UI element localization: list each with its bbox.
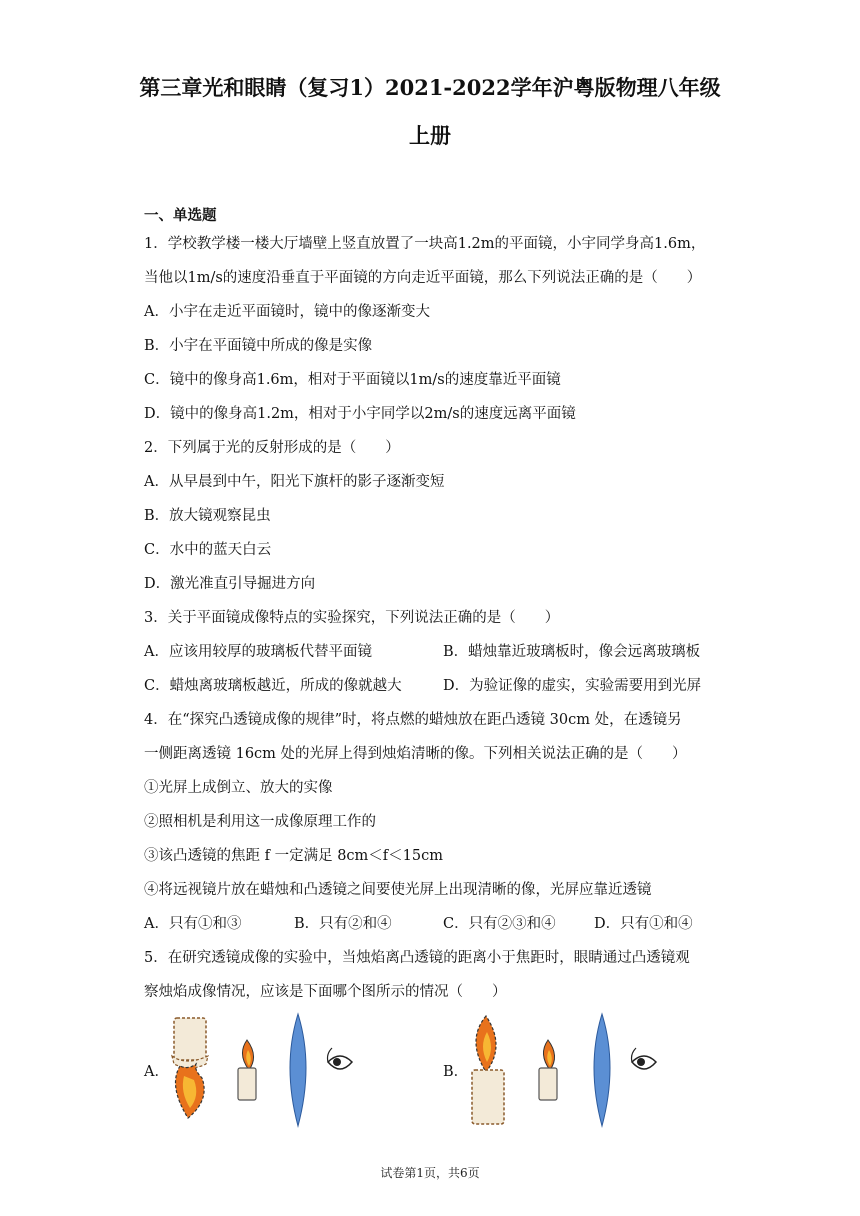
q1-option-d: D．镜中的像身高1.2m，相对于小宇同学以2m/s的速度远离平面镜 — [144, 406, 576, 422]
q4-statement-3: ③该凸透镜的焦距 f 一定满足 8cm＜f＜15cm — [144, 848, 443, 864]
q4-option-a: A．只有①和③ — [144, 916, 242, 932]
q2-option-a: A．从早晨到中午，阳光下旗杆的影子逐渐变短 — [144, 474, 445, 490]
q5-stem-1: 5．在研究透镜成像的实验中，当烛焰离凸透镜的距离小于焦距时，眼睛通过凸透镜观 — [144, 950, 690, 966]
q3-option-a: A．应该用较厚的玻璃板代替平面镜 — [144, 644, 372, 660]
q4-stem-1: 4．在“探究凸透镜成像的规律”时，将点燃的蜡烛放在距凸透镜 30cm 处，在透镜另 — [144, 712, 682, 728]
q5-option-b-label: B． — [443, 1064, 469, 1080]
inverted-image-candle — [172, 1018, 208, 1118]
q5-stem-2: 察烛焰成像情况，应该是下面哪个图所示的情况（ ） — [144, 984, 507, 1000]
q3-option-b: B．蜡烛靠近玻璃板时，像会远离玻璃板 — [443, 644, 701, 660]
q3-stem: 3．关于平面镜成像特点的实验探究，下列说法正确的是（ ） — [144, 610, 560, 626]
q5-figure-b — [460, 1010, 670, 1130]
q4-statement-4: ④将远视镜片放在蜡烛和凸透镜之间要使光屏上出现清晰的像，光屏应靠近透镜 — [144, 882, 652, 898]
section-heading: 一、单选题 — [144, 207, 217, 224]
page-footer: 试卷第1页，共6页 — [380, 1166, 480, 1180]
q3-option-d: D．为验证像的虚实，实验需要用到光屏 — [443, 678, 702, 694]
q4-option-c: C．只有②③和④ — [443, 916, 556, 932]
eye-icon — [632, 1048, 657, 1069]
q4-stem-2: 一侧距离透镜 16cm 处的光屏上得到烛焰清晰的像。下列相关说法正确的是（ ） — [144, 746, 687, 762]
title-line1: 第三章光和眼睛（复习1）2021-2022学年沪粤版物理八年级 — [139, 75, 721, 100]
q4-option-b: B．只有②和④ — [294, 916, 392, 932]
convex-lens-icon — [290, 1014, 306, 1126]
q1-option-c: C．镜中的像身高1.6m，相对于平面镜以1m/s的速度靠近平面镜 — [144, 372, 561, 388]
upright-image-candle — [472, 1016, 504, 1124]
convex-lens-icon — [594, 1014, 610, 1126]
q2-option-d: D．激光准直引导掘进方向 — [144, 576, 316, 592]
q5-figure-a — [160, 1010, 370, 1130]
candle-icon — [539, 1040, 557, 1100]
q2-option-b: B．放大镜观察昆虫 — [144, 508, 271, 524]
q1-stem-2: 当他以1m/s的速度沿垂直于平面镜的方向走近平面镜，那么下列说法正确的是（ ） — [144, 270, 702, 286]
q1-stem-1: 1．学校教学楼一楼大厅墙壁上竖直放置了一块高1.2m的平面镜，小宇同学身高1.6m， — [144, 236, 706, 252]
q3-option-c: C．蜡烛离玻璃板越近，所成的像就越大 — [144, 678, 402, 694]
q4-statement-2: ②照相机是利用这一成像原理工作的 — [144, 814, 376, 830]
q1-option-a: A．小宇在走近平面镜时，镜中的像逐渐变大 — [144, 304, 430, 320]
q1-option-b: B．小宇在平面镜中所成的像是实像 — [144, 338, 373, 354]
q4-statement-1: ①光屏上成倒立、放大的实像 — [144, 780, 333, 796]
q5-option-a-label: A． — [144, 1064, 169, 1080]
q2-option-c: C．水中的蓝天白云 — [144, 542, 272, 558]
eye-icon — [328, 1048, 353, 1069]
q2-stem: 2．下列属于光的反射形成的是（ ） — [144, 440, 400, 456]
title-line2: 上册 — [409, 123, 451, 148]
q4-option-d: D．只有①和④ — [594, 916, 693, 932]
candle-icon — [238, 1040, 256, 1100]
